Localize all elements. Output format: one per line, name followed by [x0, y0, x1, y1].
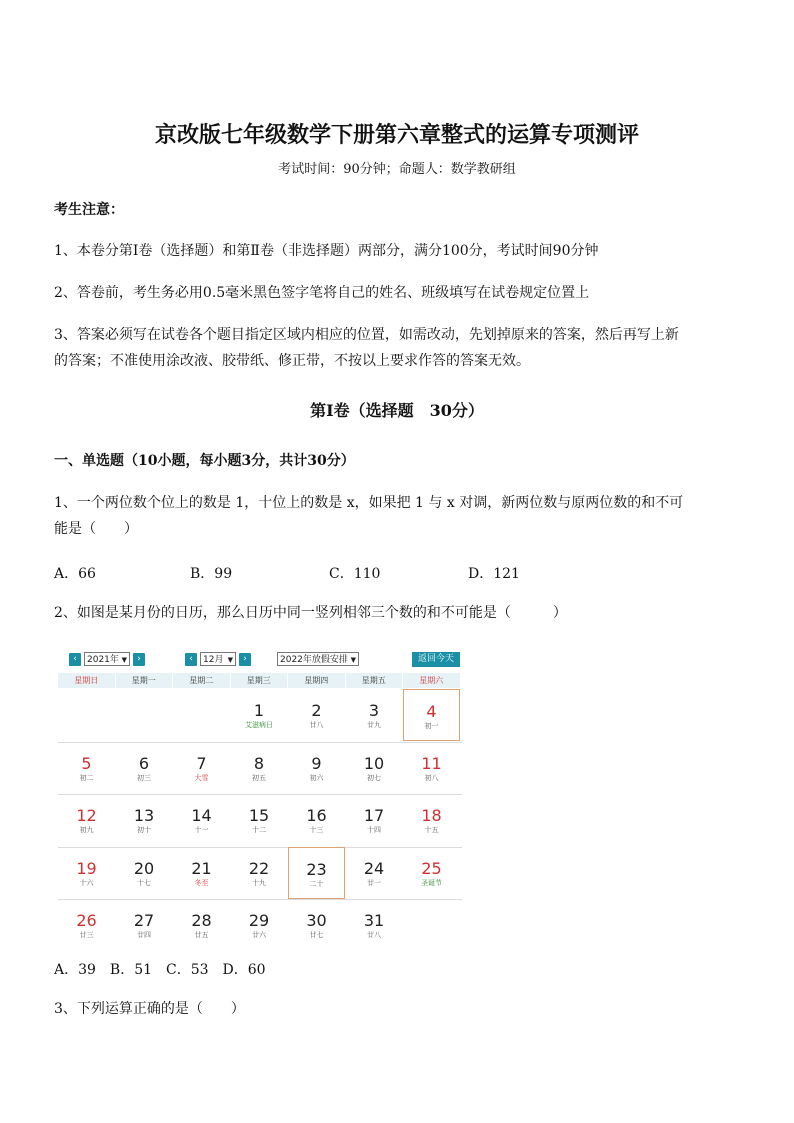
lunar-label: 圣诞节	[421, 878, 442, 887]
calendar-day[interactable]	[116, 742, 173, 794]
day-number: 31	[363, 911, 385, 930]
notice-item-1: 1、本卷分第Ⅰ卷（选择题）和第Ⅱ卷（非选择题）两部分，满分100分，考试时间90分钟	[54, 243, 599, 259]
weekday-header: 星期三	[231, 673, 288, 688]
calendar-figure	[58, 647, 462, 947]
notice-item-3: 3、答案必须写在试卷各个题目指定区域内相应的位置，如需改动，先划掉原来的答案，然后再写上新	[54, 327, 679, 343]
calendar-day[interactable]	[403, 847, 460, 899]
lunar-label: 十四	[367, 826, 381, 834]
lunar-label: 初二	[79, 773, 94, 782]
lunar-label: 初十	[137, 826, 151, 834]
day-number: 7	[196, 753, 207, 773]
lunar-label: 初三	[137, 773, 151, 782]
day-number: 1	[253, 701, 265, 720]
day-number: 17	[363, 806, 385, 825]
calendar-day[interactable]	[288, 742, 345, 794]
lunar-label: 十七	[137, 878, 151, 887]
lunar-label: 艾滋病日	[245, 721, 273, 729]
lunar-label: 初八	[424, 773, 439, 782]
calendar-day[interactable]	[288, 899, 345, 951]
chevron-down-icon: ▼	[121, 656, 127, 664]
calendar-day[interactable]	[231, 794, 288, 846]
calendar-day[interactable]	[173, 742, 230, 794]
lunar-label: 廿七	[309, 931, 324, 939]
prev-month-button[interactable]: ‹	[185, 653, 197, 666]
lunar-label: 初一	[424, 722, 439, 730]
notice-heading: 考生注意：	[54, 202, 124, 218]
calendar-day[interactable]	[116, 899, 173, 951]
q2-stem: 2、如图是某月份的日历，那么日历中同一竖列相邻三个数的和不可能是（ ）	[54, 605, 567, 621]
calendar-day[interactable]	[173, 847, 230, 899]
lunar-label: 大雪	[194, 773, 209, 782]
q2-options: A．39 B．51 C．53 D．60	[54, 962, 266, 978]
day-number: 25	[421, 858, 442, 878]
lunar-label: 初五	[252, 773, 266, 782]
q1-option-c: C．110	[329, 566, 381, 582]
prev-year-button[interactable]: ‹	[69, 653, 81, 666]
calendar-day[interactable]	[58, 794, 115, 846]
calendar-day[interactable]	[346, 847, 403, 899]
lunar-label: 廿三	[79, 931, 94, 939]
q1-option-a: A．66	[54, 566, 96, 582]
weekday-header: 星期六	[403, 673, 460, 688]
q1-stem-line1: 1、一个两位数个位上的数是 1，十位上的数是 x，如果把 1 与 x 对调，新两位数与原两位数的和不可	[54, 495, 684, 511]
lunar-label: 初六	[309, 773, 324, 782]
calendar-day[interactable]	[403, 689, 460, 741]
next-month-button[interactable]: ›	[239, 653, 251, 666]
q1-option-d: D．121	[468, 566, 520, 582]
month-select-value: 12月	[203, 655, 224, 665]
calendar-day[interactable]	[173, 899, 230, 951]
lunar-label: 十五	[424, 826, 439, 834]
calendar-day[interactable]	[231, 899, 288, 951]
month-select[interactable]	[200, 652, 236, 666]
calendar-day[interactable]	[288, 794, 345, 846]
day-number: 4	[426, 702, 437, 721]
chevron-down-icon: ▼	[350, 656, 356, 664]
lunar-label: 十六	[79, 878, 94, 887]
calendar-day[interactable]	[346, 794, 403, 846]
q1-stem-line2: 能是（ ）	[54, 521, 138, 537]
day-number: 10	[363, 753, 385, 773]
lunar-label: 廿四	[137, 931, 151, 939]
lunar-label: 冬至	[194, 878, 209, 887]
year-select[interactable]	[84, 652, 130, 666]
day-number: 29	[248, 911, 270, 930]
lunar-label: 廿五	[194, 931, 209, 939]
calendar-day[interactable]	[403, 742, 460, 794]
lunar-label: 廿六	[252, 931, 266, 939]
weekday-header: 星期四	[288, 673, 345, 688]
day-number: 12	[76, 806, 97, 825]
day-number: 3	[368, 701, 380, 720]
weekday-header: 星期二	[173, 673, 230, 688]
day-number: 13	[133, 806, 155, 825]
lunar-label: 廿一	[367, 878, 381, 887]
calendar-day[interactable]	[116, 847, 173, 899]
lunar-label: 廿八	[367, 931, 381, 939]
day-number: 9	[311, 753, 322, 773]
q1-option-b: B．99	[190, 566, 233, 582]
day-number: 15	[248, 806, 270, 825]
weekday-header: 星期日	[58, 673, 115, 688]
day-number: 5	[81, 753, 92, 773]
day-number: 28	[191, 911, 212, 930]
day-number: 21	[191, 858, 212, 878]
holiday-select-value: 2022年放假安排	[280, 655, 348, 665]
calendar-day[interactable]	[173, 794, 230, 846]
notice-item-3-cont: 的答案；不准使用涂改液、胶带纸、修正带，不按以上要求作答的答案无效。	[54, 353, 530, 369]
day-number: 23	[306, 859, 327, 879]
page-title: 京改版七年级数学下册第六章整式的运算专项测评	[154, 122, 639, 148]
calendar-day[interactable]	[231, 847, 288, 899]
lunar-label: 初九	[79, 826, 94, 834]
day-number: 24	[363, 858, 385, 878]
weekday-header: 星期一	[116, 673, 173, 688]
year-select-value: 2021年	[87, 655, 119, 665]
calendar-day[interactable]	[231, 742, 288, 794]
lunar-label: 初七	[367, 773, 381, 782]
day-number: 14	[191, 806, 212, 825]
weekday-header: 星期五	[346, 673, 403, 688]
day-number: 19	[76, 858, 97, 878]
calendar-day[interactable]	[231, 689, 288, 741]
calendar-day[interactable]	[58, 742, 115, 794]
calendar-day[interactable]	[58, 847, 115, 899]
lunar-label: 十一	[194, 826, 209, 834]
calendar-day[interactable]	[288, 847, 345, 899]
day-number: 20	[133, 858, 155, 878]
section-heading: 一、单选题（10小题，每小题3分，共计30分）	[54, 453, 355, 469]
calendar-day[interactable]	[58, 899, 115, 951]
chevron-down-icon: ▼	[227, 656, 233, 664]
calendar-day[interactable]	[346, 899, 403, 951]
calendar-day[interactable]	[116, 794, 173, 846]
day-number: 30	[306, 911, 327, 930]
part-title: 第Ⅰ卷（选择题 30分）	[310, 401, 484, 420]
lunar-label: 十二	[252, 826, 266, 834]
holiday-select[interactable]	[277, 652, 359, 666]
exam-subtitle: 考试时间：90分钟；命题人：数学教研组	[278, 162, 516, 177]
lunar-label: 十九	[252, 878, 266, 887]
calendar-day[interactable]	[346, 742, 403, 794]
lunar-label: 廿八	[309, 721, 324, 729]
day-number: 6	[138, 753, 150, 773]
lunar-label: 二十	[309, 879, 324, 888]
next-year-button[interactable]: ›	[133, 653, 145, 666]
day-number: 8	[253, 753, 265, 773]
calendar-toolbar	[58, 647, 462, 671]
lunar-label: 十三	[309, 826, 324, 834]
notice-item-2: 2、答卷前，考生务必用0.5毫米黑色签字笔将自己的姓名、班级填写在试卷规定位置上	[54, 285, 590, 301]
day-number: 16	[306, 806, 327, 825]
calendar-day[interactable]	[403, 794, 460, 846]
q3-stem: 3、下列运算正确的是（ ）	[54, 1001, 245, 1017]
day-number: 27	[133, 911, 155, 930]
day-number: 26	[76, 911, 97, 930]
calendar-day[interactable]	[346, 689, 403, 741]
day-number: 22	[248, 858, 270, 878]
today-button[interactable]: 返回今天	[412, 652, 460, 667]
lunar-label: 廿九	[367, 721, 381, 729]
day-number: 2	[311, 701, 322, 720]
day-number: 11	[421, 753, 442, 773]
calendar-day[interactable]	[288, 689, 345, 741]
day-number: 18	[421, 806, 442, 825]
